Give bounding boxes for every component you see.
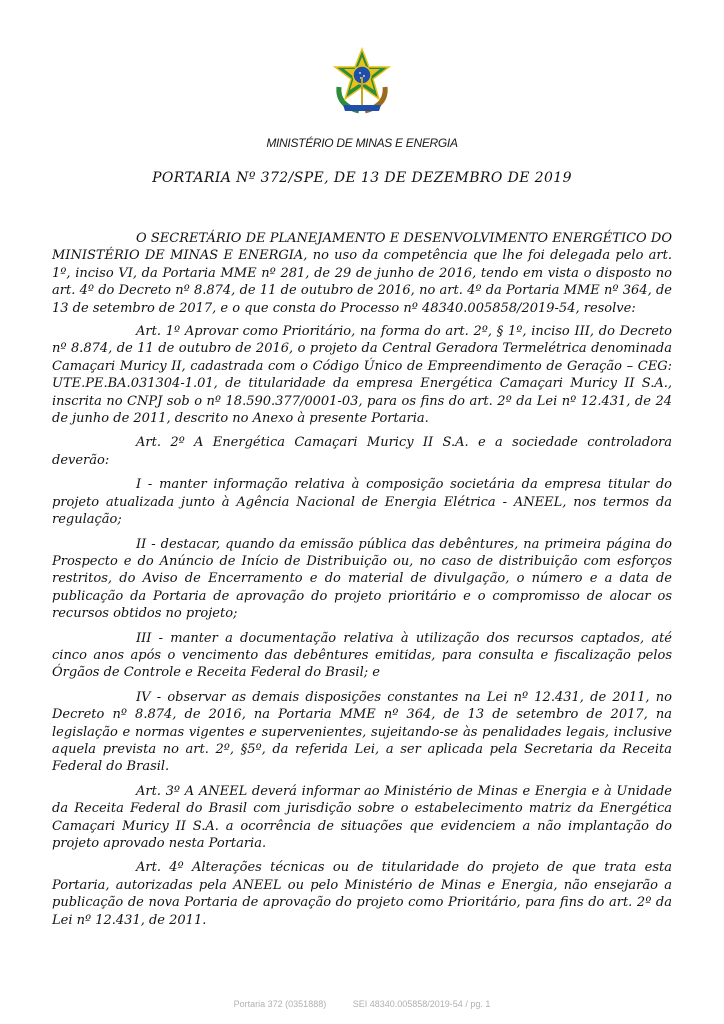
footer-process-page: SEI 48340.005858/2019-54 / pg. 1 [352,999,491,1009]
portaria-title: PORTARIA Nº 372/SPE, DE 13 DE DEZEMBRO DE 2019 [152,170,572,186]
preamble-paragraph: O SECRETÁRIO DE PLANEJAMENTO E DESENVOLVIMENTO ENERGÉTICO DO MINISTÉRIO DE MINAS E ENERGIA, no uso da competência que lhe foi delegada pelo art. 1º, inciso VI, da Portaria MME nº 281, de 29 de junho de 2016, tendo em vista o disposto no art. 4º do Decreto nº 8.874, de 11 de outubro de 2016, no art. 4º da Portaria MME nº 364, de 13 de setembro de 2017, e o que consta do Processo nº 48340.005858/2019-54, resolve: [52,231,672,316]
ministry-name: MINISTÉRIO DE MINAS E ENERGIA [266,136,458,150]
article-1: Art. 1º Aprovar como Prioritário, na forma do art. 2º, § 1º, inciso III, do Decreto nº 8.874, de 11 de outubro de 2016, o projeto da Central Geradora Termelétrica denominada Camaçari Muricy II, cadastrada com o Código Único de Empreendimento de Geração – CEG: UTE.PE.BA.031304-1.01, de titularidade da empresa Energética Camaçari Muricy II S.A., inscrita no CNPJ sob o nº 18.590.377/0001-03, para os fins do art. 2º da Lei nº 12.431, de 24 de junho de 2011, descrito no Anexo à presente Portaria. [52,324,672,427]
page-footer [0,999,724,1009]
article-3: Art. 3º A ANEEL deverá informar ao Ministério de Minas e Energia e à Unidade da Receita Federal do Brasil com jurisdição sobre o estabelecimento matriz da Energética Camaçari Muricy II S.A. a ocorrência de situações que evidenciem a não implantação do projeto aprovado nesta Portaria. [52,783,672,851]
article-4: Art. 4º Alterações técnicas ou de titularidade do projeto de que trata esta Portaria, autorizadas pela ANEEL ou pelo Ministério de Minas e Energia, não ensejarão a publicação de nova Portaria de aprovação do projeto como Prioritário, para fins do art. 2º da Lei nº 12.431, de 2011. [52,860,672,928]
article-2-item-ii: II - destacar, quando da emissão pública das debêntures, na primeira página do Prospecto e do Anúncio de Início de Distribuição ou, no caso de distribuição com esforços restritos, do Aviso de Encerramento e do material de divulgação, o número e a data de publicação da Portaria de aprovação do projeto prioritário e o compromisso de alocar os recursos obtidos no projeto; [52,536,672,622]
document-body [52,230,672,936]
article-2-item-iv: IV - observar as demais disposições constantes na Lei nº 12.431, de 2011, no Decreto nº 8.874, de 2016, na Portaria MME nº 364, de 13 de setembro de 2017, na legislação e normas vigentes e supervenientes, sujeitando-se às penalidades legais, inclusive aquela prevista no art. 2º, §5º, da referida Lei, a ser aplicada pela Secretaria da Receita Federal do Brasil. [52,689,672,775]
coat-of-arms-seal [329,47,395,115]
article-2: Art. 2º A Energética Camaçari Muricy II S.A. e a sociedade controladora deverão: [52,435,672,468]
article-2-item-i: I - manter informação relativa à composição societária da empresa titular do projeto atualizada junto à Agência Nacional de Energia Elétrica - ANEEL, nos termos da regulação; [52,477,672,528]
article-2-item-iii: III - manter a documentação relativa à utilização dos recursos captados, até cinco anos após o vencimento das debêntures emitidas, para consulta e fiscalização pelos Órgãos de Controle e Receita Federal do Brasil; e [52,630,672,681]
footer-document-id: Portaria 372 (0351888) [233,999,327,1009]
